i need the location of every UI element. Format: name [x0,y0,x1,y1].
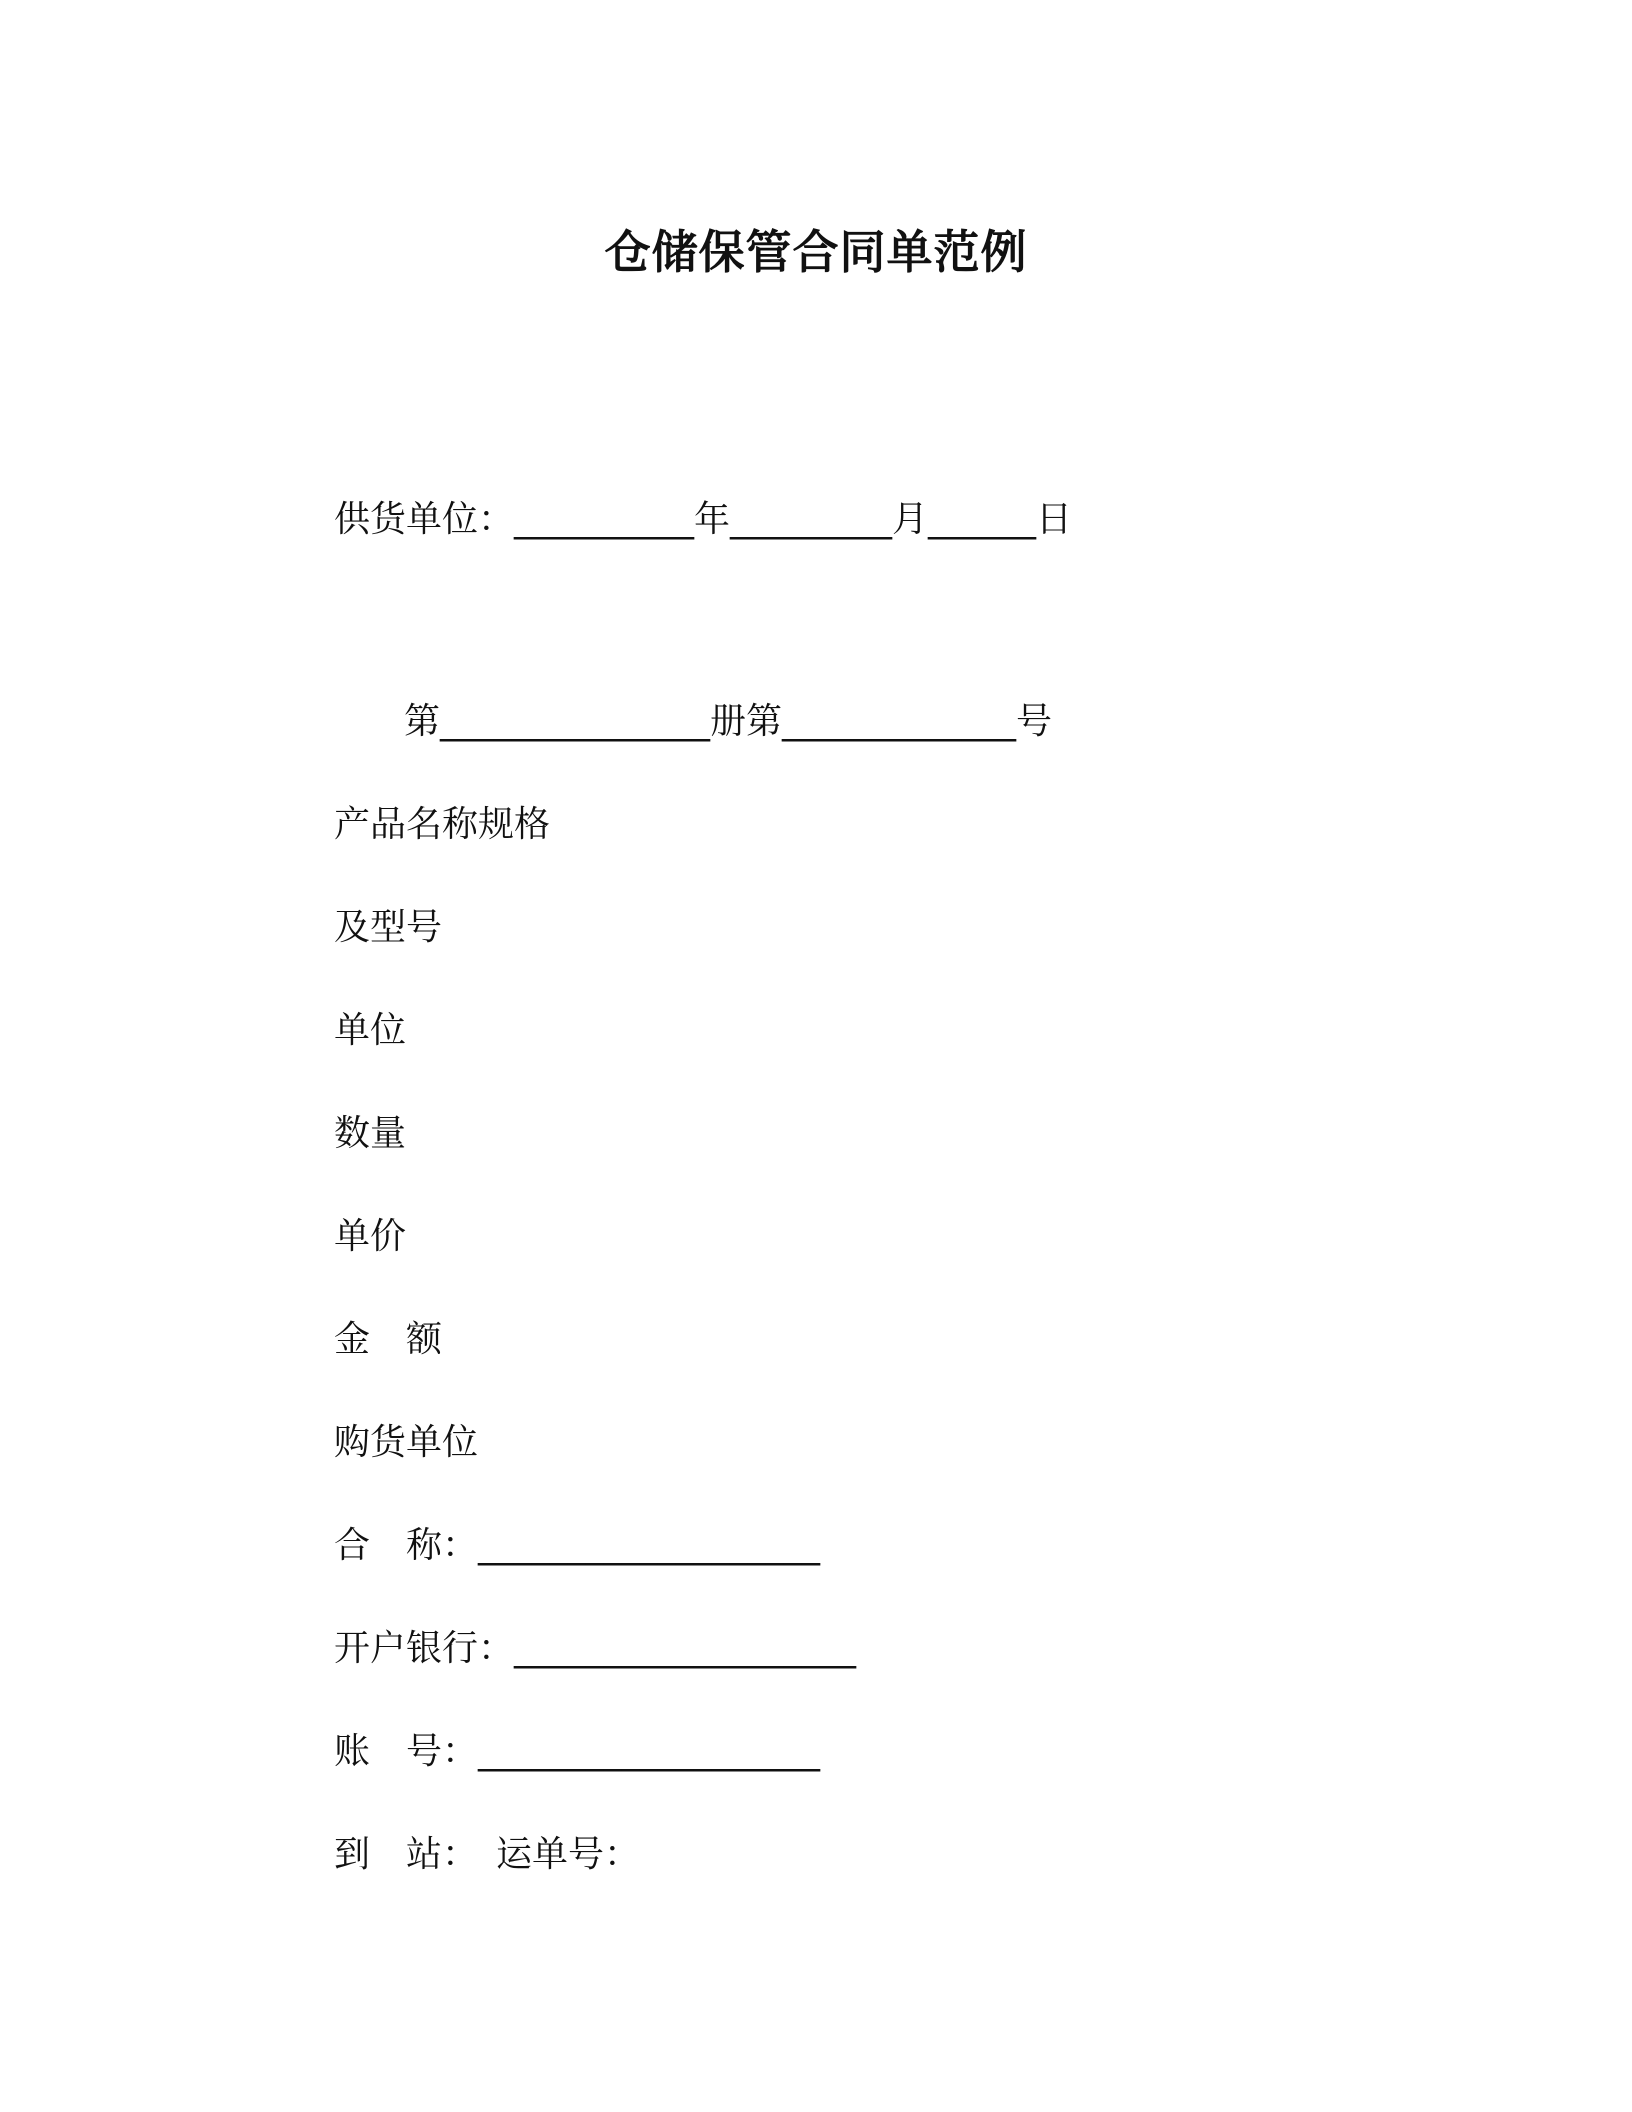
volume-number-line: 第_______________册第_____________号 [404,701,1052,742]
station-waybill-line: 到 站： 运单号： [334,1834,641,1875]
model-number-label: 及型号 [334,907,443,948]
buyer-unit-label: 购货单位 [334,1422,479,1463]
unit-price-label: 单价 [334,1216,407,1257]
product-name-spec-label: 产品名称规格 [334,804,551,845]
supplier-date-line: 供货单位：__________年_________月______日 [334,499,1073,540]
bank-line: 开户银行：___________________ [334,1628,857,1669]
account-line: 账 号：___________________ [334,1731,821,1772]
name-line: 合 称：___________________ [334,1525,821,1566]
document-title: 仓储保管合同单范例 [604,225,1028,279]
quantity-label: 数量 [334,1113,407,1154]
amount-label: 金 额 [334,1319,443,1360]
unit-label: 单位 [334,1010,407,1051]
